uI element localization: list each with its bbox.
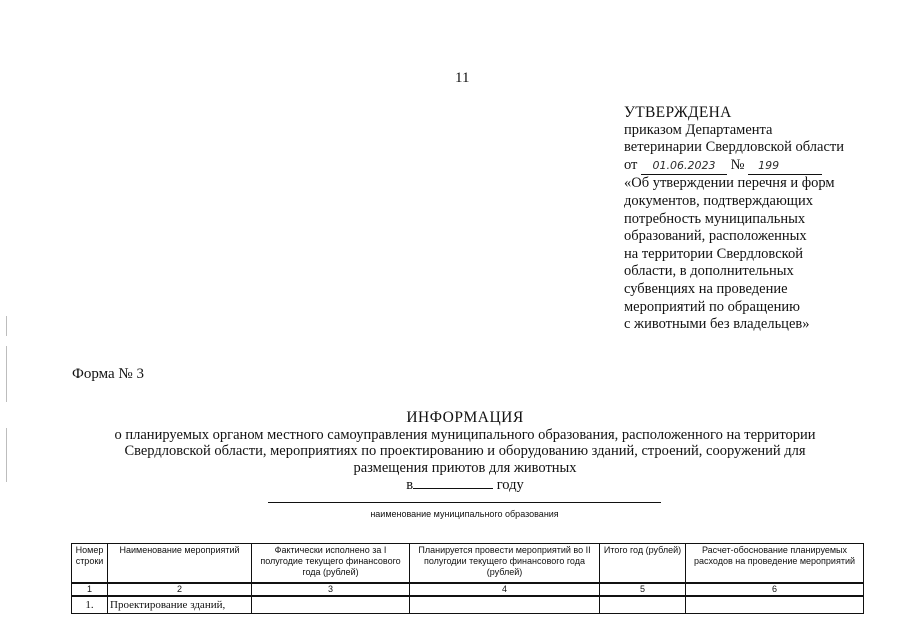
heading-line: о планируемых органом местного самоуправления муниципального образования, расположенного на территории	[114, 426, 816, 443]
justification-cell[interactable]	[686, 596, 864, 614]
handwritten-date: 01.06.2023	[641, 157, 727, 176]
column-number: 3	[252, 583, 410, 596]
number-label: №	[730, 156, 745, 173]
approval-subject-line: на территории Свердловской	[624, 245, 803, 262]
column-number: 1	[72, 583, 108, 596]
approval-subject-line: с животными без владельцев»	[624, 316, 810, 333]
approval-title: УТВЕРЖДЕНА	[624, 104, 732, 121]
heading-line: Свердловской области, мероприятиях по проектированию и оборудованию зданий, строений, сооружений для	[124, 443, 806, 459]
year-line	[60, 476, 870, 494]
column-number: 6	[686, 583, 864, 596]
measure-name-cell: Проектирование зданий,	[108, 596, 252, 614]
year-suffix: году	[496, 477, 524, 493]
page-number: 11	[455, 70, 470, 86]
column-number: 4	[410, 583, 600, 596]
document-heading	[60, 410, 870, 494]
column-number-row	[72, 583, 864, 596]
column-header: Наименование мероприятий	[108, 544, 252, 584]
approval-date-number-line	[624, 157, 909, 176]
form-number: Форма № 3	[72, 366, 144, 382]
column-number: 5	[600, 583, 686, 596]
column-header: Номер строки	[72, 544, 108, 584]
heading-title: ИНФОРМАЦИЯ	[406, 409, 524, 426]
scan-artifact	[6, 428, 7, 482]
approval-subject-line: субвенциях на проведение	[624, 280, 788, 297]
year-prefix: в	[406, 477, 414, 493]
planned-measures-table	[71, 543, 864, 614]
approval-subject-line: мероприятий по обращению	[624, 298, 800, 315]
heading-line: размещения приютов для животных	[353, 459, 577, 476]
scan-artifact	[6, 316, 7, 336]
actual-first-half-cell[interactable]	[252, 596, 410, 614]
approval-subject-line: «Об утверждении перечня и форм	[624, 175, 835, 192]
year-total-cell[interactable]	[600, 596, 686, 614]
planned-second-half-cell[interactable]	[410, 596, 600, 614]
column-header: Расчет-обоснование планируемых расходов на проведение мероприятий	[686, 544, 864, 584]
from-label: от	[624, 156, 638, 173]
municipality-blank-line[interactable]	[268, 502, 661, 503]
municipality-caption: наименование муниципального образования	[370, 509, 559, 519]
approval-subject-line: потребность муниципальных	[624, 210, 806, 227]
approval-subject-line: образований, расположенных	[624, 228, 807, 245]
approval-subject-line: области, в дополнительных	[624, 263, 794, 280]
approval-line: приказом Департамента	[624, 121, 773, 138]
approval-line: ветеринарии Свердловской области	[624, 139, 844, 156]
approval-subject-line: документов, подтверждающих	[624, 192, 813, 209]
column-number: 2	[108, 583, 252, 596]
approval-block	[624, 104, 909, 334]
table-row	[72, 596, 864, 614]
column-header: Итого год (рублей)	[600, 544, 686, 584]
handwritten-number: 199	[748, 157, 822, 176]
column-header: Фактически исполнено за I полугодие текущего финансового года (рублей)	[252, 544, 410, 584]
year-blank-field[interactable]	[413, 476, 493, 489]
row-number-cell: 1.	[72, 596, 108, 614]
column-header: Планируется провести мероприятий во II полугодии текущего финансового года (рублей)	[410, 544, 600, 584]
scan-artifact	[6, 346, 7, 402]
table-header-row	[72, 544, 864, 584]
